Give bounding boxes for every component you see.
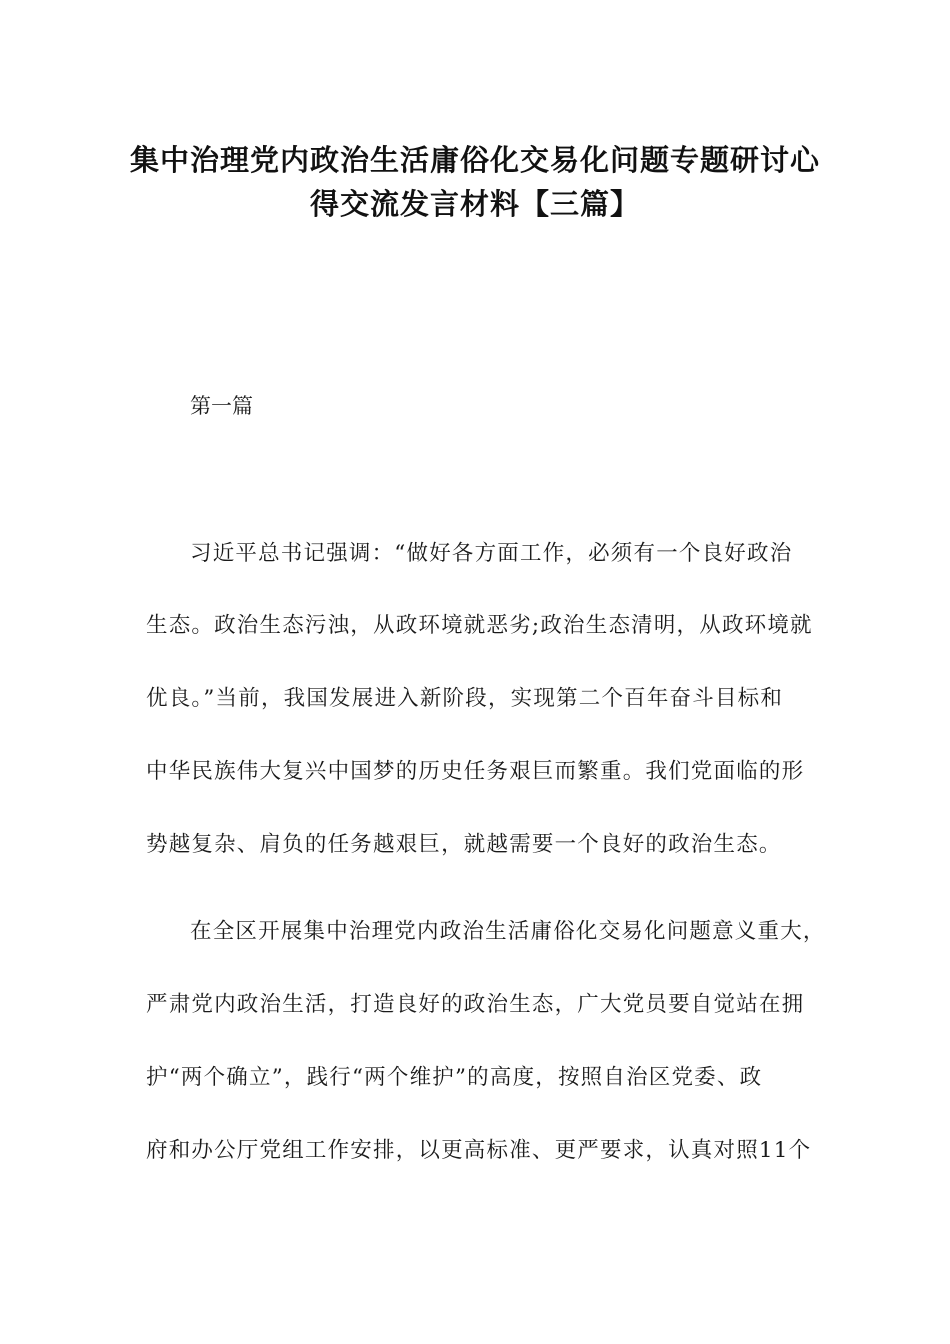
paragraph-1-line-4: 中华民族伟大复兴中国梦的历史任务艰巨而繁重。我们党面临的形 bbox=[146, 759, 805, 784]
paragraph-2-line-4: 府和办公厅党组工作安排，以更高标准、更严要求，认真对照11个 bbox=[146, 1138, 812, 1163]
paragraph-2-line-2: 严肃党内政治生活，打造良好的政治生态，广大党员要自觉站在拥 bbox=[146, 992, 805, 1017]
paragraph-1-line-3: 优良。”当前，我国发展进入新阶段，实现第二个百年奋斗目标和 bbox=[146, 686, 784, 711]
document-title-line-2: 得交流发言材料【三篇】 bbox=[309, 187, 640, 221]
document-title-line-1: 集中治理党内政治生活庸俗化交易化问题专题研讨心 bbox=[129, 143, 820, 177]
paragraph-2-line-3: 护“两个确立”，践行“两个维护”的高度，按照自治区党委、政 bbox=[146, 1065, 763, 1090]
paragraph-1-line-5: 势越复杂、肩负的任务越艰巨，就越需要一个良好的政治生态。 bbox=[146, 832, 782, 857]
section-heading: 第一篇 bbox=[190, 394, 253, 418]
paragraph-1-line-1: 习近平总书记强调：“做好各方面工作，必须有一个良好政治 bbox=[190, 541, 793, 566]
paragraph-1-line-2: 生态。政治生态污浊，从政环境就恶劣;政治生态清明，从政环境就 bbox=[146, 613, 813, 638]
paragraph-2-line-1: 在全区开展集中治理党内政治生活庸俗化交易化问题意义重大， bbox=[190, 919, 826, 944]
